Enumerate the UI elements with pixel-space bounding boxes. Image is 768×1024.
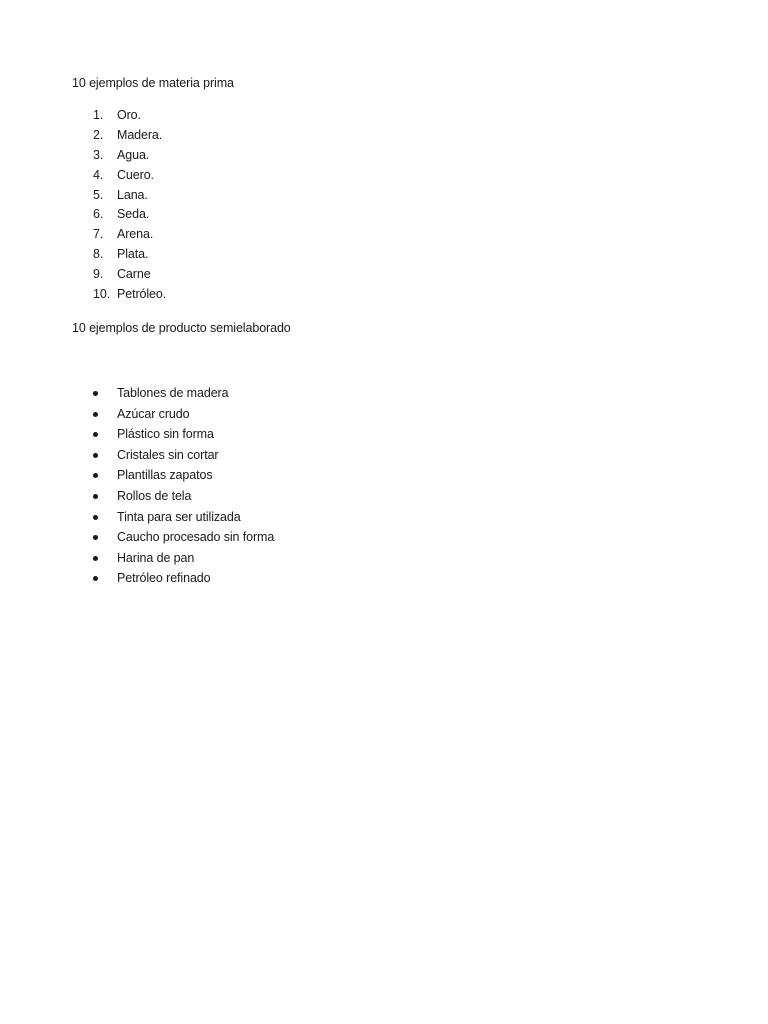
bullet-icon — [93, 494, 98, 499]
list-item-number: 9. — [93, 267, 104, 282]
list-item-text: Plata. — [117, 247, 149, 262]
bullet-icon — [93, 412, 98, 417]
list-item-number: 4. — [93, 167, 104, 182]
list-item-text: Plantillas zapatos — [117, 468, 213, 483]
bullet-icon — [93, 515, 98, 520]
list-item-number: 7. — [93, 227, 104, 242]
bullet-icon — [93, 576, 98, 581]
list-item-text: Rollos de tela — [117, 488, 192, 503]
list-item-text: Tinta para ser utilizada — [117, 509, 241, 524]
bullet-icon — [93, 432, 98, 437]
list-item-text: Plástico sin forma — [117, 427, 214, 442]
list-item-number: 6. — [93, 207, 104, 222]
list-item-text: Harina de pan — [117, 550, 195, 565]
list-item-text: Cristales sin cortar — [117, 447, 219, 462]
list-item-text: Seda. — [117, 207, 150, 222]
semi-finished-heading: 10 ejemplos de producto semielaborado — [72, 321, 291, 335]
list-item-number: 8. — [93, 247, 104, 262]
list-item-text: Arena. — [117, 227, 154, 242]
raw-materials-heading: 10 ejemplos de materia prima — [72, 76, 234, 90]
list-item-text: Tablones de madera — [117, 386, 229, 400]
list-item-text: Carne — [117, 267, 151, 282]
list-item-text: Lana. — [117, 187, 148, 202]
list-item-text: Petróleo refinado — [117, 571, 211, 586]
list-item-number: 2. — [93, 127, 104, 142]
bullet-icon — [93, 556, 98, 561]
bullet-icon — [93, 473, 98, 478]
list-item-number: 5. — [93, 187, 104, 202]
list-item-number: 3. — [93, 147, 104, 162]
list-item-text: Azúcar crudo — [117, 406, 190, 421]
bullet-icon — [93, 453, 98, 458]
list-item-text: Oro. — [117, 108, 141, 122]
bullet-icon — [93, 391, 98, 396]
list-item-text: Petróleo. — [117, 287, 167, 302]
list-item-text: Madera. — [117, 127, 163, 142]
list-item-text: Cuero. — [117, 167, 154, 182]
list-item-text: Caucho procesado sin forma — [117, 530, 275, 545]
list-item-text: Agua. — [117, 147, 150, 162]
list-item-number: 10. — [93, 287, 111, 302]
list-item-number: 1. — [93, 108, 104, 122]
bullet-icon — [93, 535, 98, 540]
